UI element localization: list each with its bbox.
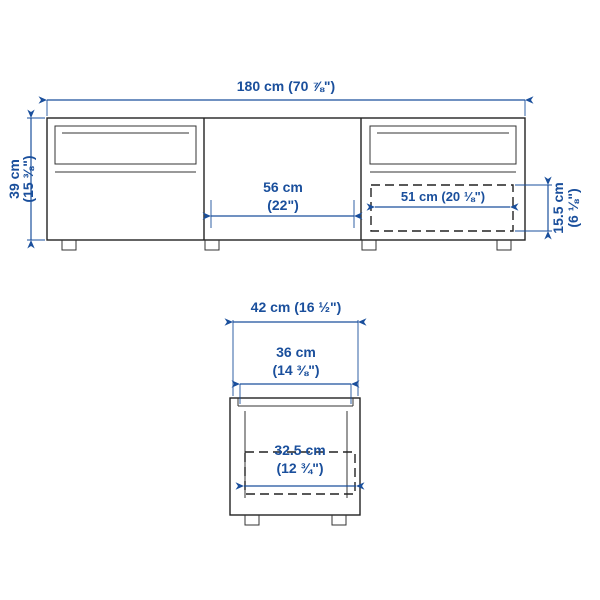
left-drawer-front	[55, 126, 196, 164]
foot-center-right	[362, 240, 376, 250]
total-height-label-cm: 39 cm	[6, 159, 22, 199]
foot-center-left	[205, 240, 219, 250]
front-total-height-dimension	[6, 118, 45, 240]
side-foot-right	[332, 515, 346, 525]
drawer-width-dimension	[375, 189, 510, 207]
side-inner-depth-dimension	[240, 344, 351, 404]
side-foot-left	[245, 515, 259, 525]
drawer-width-label: 51 cm (20 ⅛")	[400, 189, 486, 204]
right-drawer-front	[370, 126, 516, 164]
side-drawer-depth-dimension	[244, 442, 356, 486]
side-total-depth-label: 42 cm (16 ½")	[250, 299, 342, 315]
foot-right	[497, 240, 511, 250]
total-width-label: 180 cm (70 ⅞")	[236, 78, 336, 94]
front-total-width-dimension	[47, 78, 525, 116]
drawer-height-label-inch: (6 ⅛")	[565, 188, 581, 228]
side-drawer-depth-label-cm: 32.5 cm	[274, 442, 326, 458]
middle-opening-label-cm: 56 cm	[263, 179, 303, 195]
side-inner-depth-label-inch: (14 ⅜")	[272, 362, 320, 378]
drawer-height-label-cm: 15.5 cm	[550, 182, 566, 234]
side-drawer-depth-label-inch: (12 ¾")	[276, 460, 324, 476]
total-height-label-inch: (15 ⅜")	[20, 155, 36, 203]
foot-left	[62, 240, 76, 250]
middle-opening-label-inch: (22")	[267, 197, 299, 213]
middle-opening-dimension	[211, 179, 354, 228]
side-inner-depth-label-cm: 36 cm	[276, 344, 316, 360]
